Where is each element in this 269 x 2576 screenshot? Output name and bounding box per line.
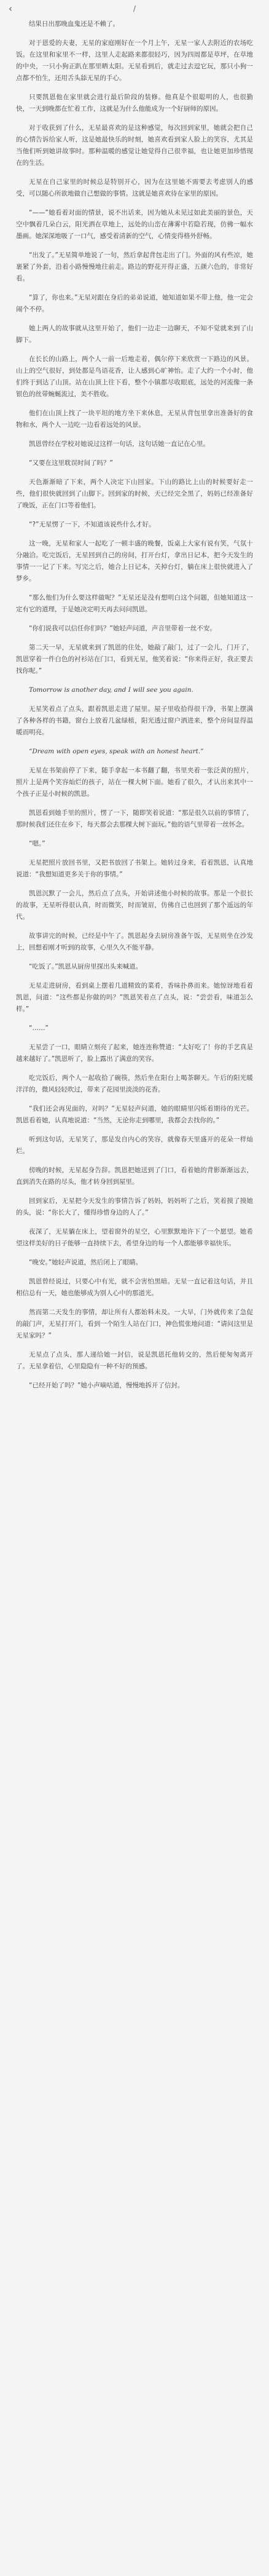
paragraph: 无星笑着点了点头，跟着凯恩走进了屋里。屋子里收拾得很干净，书架上摆满了各种各样的书籍，窗台上放着几盆绿植，阳光透过窗户洒进来，整个房间显得温暖而明亮。 xyxy=(16,705,253,736)
paragraph: “算了，你也来。”无星对跟在身后的弟弟说道，她知道如果不带上他，他一定会闹个不停。 xyxy=(16,294,253,313)
paragraph: 凯恩看到她手里的照片，愣了一下，随即笑着说道：“那是很久以前的事情了，那时候我们还住在乡下，每天都会去那棵大树下面玩。”他的语气里带着一丝怀念。 xyxy=(16,809,253,828)
paragraph: 对于恩爱的夫妻，无星的家庭刚好在一个月上午，无星一家人去附近的农场吃饭。在这里和家里不一样，这里人走起路来都很轻巧，因为四周都是草坪，在草地的中央，一只小狗正趴在那里晒太阳。无星看到后，就走过去逗它玩，那只小狗一点都不怕生，还用舌头舔无星的手心。 xyxy=(16,39,253,82)
paragraph: 无星在书架前停了下来，随手拿起一本书翻了翻，书里夹着一张泛黄的照片，照片上是两个笑容灿烂的孩子，站在一棵大树下面。她看了很久，才认出来其中一个孩子正是小时候的凯恩。 xyxy=(16,767,253,798)
paragraph: 夜深了，无星躺在床上，望着窗外的星空，心里默默地许下了一个愿望。她希望这样美好的日子能够一直持续下去，希望身边的每一个人都能够幸福快乐。 xyxy=(16,1228,253,1247)
paragraph: Tomorrow is another day, and I will see you again. xyxy=(29,686,193,694)
paragraph: “晚安。”她轻声说道，然后闭上了眼睛。 xyxy=(29,1259,142,1266)
paragraph: “又要在这里耽误时间了吗？” xyxy=(29,459,113,467)
paragraph: “吃饭了。”凯恩从厨房里探出头来喊道。 xyxy=(29,963,142,970)
paragraph: 听到这句话，无星笑了，那是发自内心的笑容，就像春天里盛开的花朵一样灿烂。 xyxy=(16,1136,253,1155)
chapter-content xyxy=(0,17,269,1392)
paragraph: 凯恩沉默了一会儿，然后点了点头，开始讲述他小时候的故事。那是一个很长的故事，无星听得很认真，时而微笑，时而皱眉，仿佛自己也回到了那个遥远的年代。 xyxy=(16,890,253,921)
paragraph: 无星尝了一口，眼睛立刻亮了起来，她连连称赞道：“太好吃了！你的手艺真是越来越好了。”凯恩听了，脸上露出了满意的笑容。 xyxy=(16,1044,253,1063)
paragraph: “已经开始了吗？”她小声嘀咕道，慢慢地拆开了信封。 xyxy=(29,1382,184,1389)
paragraph: “我们还会再见面的，对吗？”无星轻声问道，她的眼睛里闪烁着期待的光芒。凯恩看着她，认真地说道：“当然，无论你走到哪里，我都会去找你的。” xyxy=(16,1105,253,1124)
paragraph: “那么他们为什么要这样做呢？”无星还是没有想明白这个问题，但她知道这一定有它的道理，于是她决定明天再去问问凯恩。 xyxy=(16,594,253,613)
paragraph: 回到家后，无星把今天发生的事情告诉了妈妈，妈妈听了之后，笑着摸了摸她的头，说：“你长大了，懂得珍惜身边的人了。” xyxy=(16,1197,253,1216)
paragraph: 无星走进厨房，看到桌上摆着几道精致的菜肴，香味扑鼻而来。她惊讶地看着凯恩，问道：“这些都是你做的吗？”凯恩笑着点了点头，说：“尝尝看，味道怎么样。” xyxy=(16,982,253,1013)
paragraph: 无星点了点头，那人递给她一封信，说是凯恩托他转交的，然后便匆匆离开了。无星拿着信，心里隐隐有一种不好的预感。 xyxy=(16,1351,253,1370)
back-arrow-icon[interactable]: ‹ xyxy=(9,3,12,14)
paragraph: 故事讲完的时候，已经是中午了。凯恩起身去厨房准备午饭，无星则坐在沙发上，回想着刚才听到的故事，心里久久不能平静。 xyxy=(16,932,253,951)
paragraph: 傍晚的时候，无星起身告辞。凯恩把她送到了门口，看着她的背影渐渐远去，直到消失在路的尽头，他才转身回到屋里。 xyxy=(16,1167,253,1186)
paragraph: “——”她看着对面的情景，说不出话来，因为她从未见过如此美丽的景色，天空中飘着几朵白云，阳光洒在草地上，远处的山峦在薄雾中若隐若现，仿佛一幅水墨画。她深深地吸了一口气，感受着清新的空气，心情变得格外舒畅。 xyxy=(16,209,253,240)
paragraph: 吃完饭后，两个人一起收拾了碗筷，然后坐在阳台上喝茶聊天。午后的阳光暖洋洋的，微风轻轻吹过，带来了花园里淡淡的花香。 xyxy=(16,1074,253,1093)
paragraph: 结果日出那晚血鬼还是不赖了。 xyxy=(29,20,119,28)
paragraph: 她上两人的故事就从这里开始了，他们一边走一边聊天，不知不觉就来到了山脚下。 xyxy=(16,325,253,344)
paragraph: 然而第二天发生的事情，却让所有人都始料未及。一大早，门外就传来了急促的敲门声，无星打开门，看到一个陌生人站在门口，神色慌张地问道：“请问这里是无星家吗？” xyxy=(16,1309,253,1339)
page-separator: / xyxy=(133,4,136,13)
paragraph: 在长长的山路上，两个人一前一后地走着，偶尔停下来欣赏一下路边的风景。山上的空气很好，到处都是鸟语花香，让人感到心旷神怡。走了大约一个小时，他们终于到达了山顶。站在山顶上往下看，整个小镇都尽收眼底，远处的河流像一条银色的丝带蜿蜒流过，美不胜收。 xyxy=(16,355,253,398)
paragraph: “你们说我可以信任你们吗？”她轻声问道，声音里带着一丝不安。 xyxy=(29,625,216,632)
paragraph: 天色渐渐暗了下来，两个人决定下山回家。下山的路比上山的时候要好走一些，他们很快就回到了山脚下。回到家的时候，天已经完全黑了，妈妈已经准备好了晚饭，正在门口等着他们。 xyxy=(16,478,253,509)
paragraph: “出发了。”无星简单地说了一句，然后拿起背包走出了门。外面的风有些凉，她裹紧了外套，沿着小路慢慢地往前走。路边的野花开得正盛，五颜六色的，非常好看。 xyxy=(16,252,253,282)
paragraph: “Dream with open eyes, speak with an honest heart.” xyxy=(29,748,204,755)
paragraph: 这一晚，无星和家人一起吃了一顿丰盛的晚餐，饭桌上大家有说有笑，气氛十分融洽。吃完饭后，无星回到自己的房间，打开台灯，拿出日记本，把今天发生的事情一一记了下来。写完之后，她合上日记本，关掉台灯，躺在床上很快就进入了梦乡。 xyxy=(16,540,253,582)
paragraph: “嗯。” xyxy=(29,840,45,847)
paragraph: 凯恩曾经在学校对她说过这样一句话，这句话她一直记在心里。 xyxy=(29,440,209,448)
paragraph: 只要凯恩他在家里就会进行最后阶段的装修。他真是个很聪明的人，也很勤快，一天到晚都在忙着工作，这就是为什么他能成为一个好厨师的原因。 xyxy=(16,93,253,113)
paragraph: 无星在自己家里的时候总是特别开心，因为在这里她不需要去考虑别人的感受，可以随心所欲地做自己想做的事情。这就是她喜欢待在家里的原因。 xyxy=(16,178,253,197)
paragraph: 第二天一早，无星就来到了凯恩的住处，她敲了敲门，过了一会儿，门开了，凯恩穿着一件白色的衬衫站在门口，看到无星，他笑着说：“你来得正好，我正要去找你呢。” xyxy=(16,644,253,675)
paragraph: “?”无星愣了一下，不知道该说些什么才好。 xyxy=(29,521,155,528)
top-bar xyxy=(0,0,269,17)
paragraph: 凯恩曾经说过，只要心中有光，就不会害怕黑暗。无星一直记着这句话，并且相信总有一天，她也能够成为别人心中的那道光。 xyxy=(16,1278,253,1297)
paragraph: “……” xyxy=(29,1024,49,1032)
paragraph: 无星把照片放回书里，又把书放回了书架上。她转过身来，看着凯恩，认真地说道：“我想知道更多关于你的事情。” xyxy=(16,859,253,878)
paragraph: 对于收获到了什么，无星最喜欢的是这种感觉，每次回到家里，她就会把自己的心情告诉给家人听，这是她最快乐的时刻，她喜欢看到家人脸上的笑容，尤其是当他们听到她讲故事时。那种温暖的感觉让她觉得自己很幸福，也让她更加珍惜现在的生活。 xyxy=(16,124,253,167)
paragraph: 他们在山顶上找了一块平坦的地方坐下来休息，无星从背包里拿出准备好的食物和水，两个人一边吃一边看着远处的风景。 xyxy=(16,410,253,429)
